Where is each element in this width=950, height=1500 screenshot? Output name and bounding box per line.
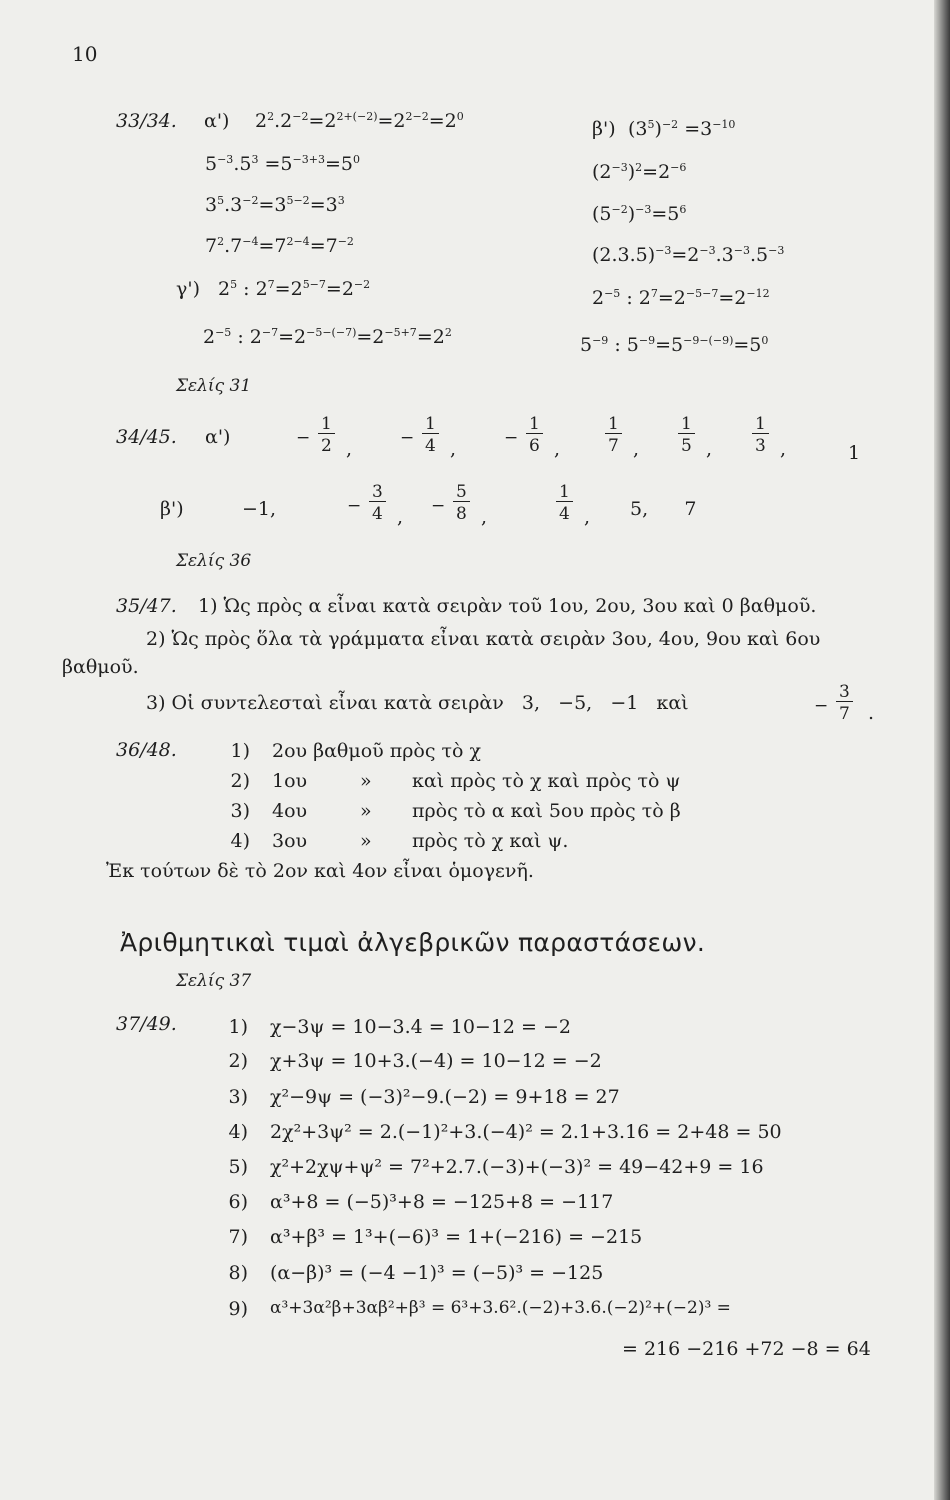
item-number: 9)	[228, 1298, 248, 1320]
equation-33b-4: $(2.3.5)^{-3}=2^{-3}.3^{-3}.5^{-3}$	[592, 244, 785, 266]
equation-33g-1: $2^5$ : $2^7=2^{5-7}=2^{-2}$	[218, 278, 371, 300]
equation-33b-5: $2^{-5}$ : $2^7=2^{-5-7}=2^{-12}$	[592, 287, 770, 309]
equation-33a-3: $3^5.3^{-2}=3^{5-2}=3^3$	[205, 194, 345, 216]
degree-note: καὶ πρὸς τὸ χ καὶ πρὸς τὸ ψ	[412, 770, 681, 792]
page-reference-36: Σελίς 36	[176, 551, 252, 571]
computation-line: α³+3α²β+3αβ²+β³ = 6³+3.6².(−2)+3.6.(−2)²+(−2)³ =	[270, 1298, 731, 1318]
problem-label-35: 35/47.	[116, 595, 177, 617]
item-number: 3)	[230, 800, 250, 822]
section-heading: Ἀριθμητικαὶ τιμαὶ ἀλγεβρικῶν παραστάσεων.	[120, 928, 706, 957]
item-number: 2)	[230, 770, 250, 792]
computation-line: (α−β)³ = (−4 −1)³ = (−5)³ = −125	[270, 1262, 604, 1284]
statement-3: 3) Οἱ συντελεσταὶ εἶναι κατὰ σειρὰν 3, −5, −1 καὶ	[146, 692, 689, 714]
computation-line: α³+8 = (−5)³+8 = −125+8 = −117	[270, 1191, 614, 1213]
fraction: − 1 4	[422, 416, 439, 455]
values-five-seven: 5, 7	[630, 498, 697, 520]
part-b-label: β')	[592, 118, 616, 140]
page-reference-37: Σελίς 37	[176, 971, 252, 991]
equation-33a-4: $7^2.7^{-4}=7^{2-4}=7^{-2}$	[205, 235, 354, 257]
fraction: $\frac{1}{4}$	[556, 484, 573, 523]
page-number: 10	[72, 42, 98, 66]
item-number: 3)	[228, 1086, 248, 1108]
part-a-label: α')	[204, 110, 230, 132]
problem-label-34: 34/45.	[116, 426, 177, 448]
item-number: 8)	[228, 1262, 248, 1284]
equation-33b-3: $(5^{-2})^{-3}=5^6$	[592, 203, 687, 225]
statement-2-continued: βαθμοῦ.	[62, 656, 139, 678]
degree-text: 1ου	[272, 770, 308, 792]
computation-line: 2χ²+3ψ² = 2.(−1)²+3.(−4)² = 2.1+3.16 = 2+48 = 50	[270, 1121, 782, 1143]
problem-label-33: 33/34.	[116, 110, 177, 132]
fraction: − 1 6	[526, 416, 543, 455]
computation-line: χ²+2χψ+ψ² = 7²+2.7.(−3)+(−3)² = 49−42+9 = 16	[270, 1156, 764, 1178]
equation-33a-2: $5^{-3}.5^3 =5^{-3+3}=5^0$	[205, 153, 360, 175]
item-number: 7)	[228, 1226, 248, 1248]
ditto-mark: »	[360, 770, 372, 792]
equation-33a-1: $2^2.2^{-2}=2^{2+(-2)}=2^{2-2}=2^0$	[255, 110, 464, 132]
item-number: 4)	[228, 1121, 248, 1143]
equation-33b-1: $(3^5)^{-2} =3^{-10}$	[628, 118, 736, 140]
problem-label-36: 36/48.	[116, 739, 177, 761]
book-page: 10 33/34. α') $2^2.2^{-2}=2^{2+(-2)}=2^{2-2}=2^0$ $5^{-3}.5^3 =5^{-3+3}=5^0$ $3^5.3^{-2}=3^{5-2}=3^3$ $7^2.7^{-4}=7^{2-4}=7^{-2}$ γ') $2^5$ : $2^7=2^{5-7}=2^{-2}$ $2^{-5}$ : $2^{-7}=2^{-5-(-7)}=2^{-5+7}=2^2$ β') $(3^5)^{-2} =3^{-10}$ $(2^{-3})^2=2^{-6}$ $(5^{-2})^{-3}=5^6$ $(2.3.5)^{-3}=2^{-3}.3^{-3}.5^{-3}$ $2^{-5}$ : $2^7=2^{-5-7}=2^{-12}$ $5^{-9}$ : $5^{-9}=5^{-9-(-9)}=5^0$ Σελίς 31 34/45. α') − 1 2 , − 1 4 , − 1 6 , $\frac{1}{7}$ , $\frac{1}{5}$ , $\frac{1}{3}$ , 1 β') −1, − 3 4 , − 5 8 , $\frac{1}{4}$ , 5, 7 Σελίς 36 35/47. 1) Ὡς πρὸς α εἶναι κατὰ σειρὰν τοῦ 1ου, 2ου, 3ου καὶ 0 βαθμοῦ. 2) Ὡς πρὸς ὅλα τὰ γράμματα εἶναι κατὰ σειρὰν 3ου, 4ου, 9ου καὶ 6ου βαθμοῦ. 3) Οἱ συντελεσταὶ εἶναι κατὰ σειρὰν 3, −5, −1 καὶ − 3 7 . 36/48. 1) 2ου βαθμοῦ πρὸς τὸ χ 2) 1ου » καὶ πρὸς τὸ χ καὶ πρὸς τὸ ψ 3) 4ου » πρὸς τὸ α καὶ 5ου πρὸς τὸ β 4) 3ου » πρὸς τὸ χ καὶ ψ. Ἐκ τούτων δὲ τὸ 2ον καὶ 4ον εἶναι ὁμογενῆ. Ἀριθμητικαὶ τιμαὶ ἀλγεβρικῶν παραστάσεων. Σελίς 37 37/49. 1) χ−3ψ = 10−3.4 = 10−12 = −2 2) χ+3ψ = 10+3.(−4) = 10−12 = −2 3) χ²−9ψ = (−3)²−9.(−2) = 9+18 = 27 4) 2χ²+3ψ² = 2.(−1)²+3.(−4)² = 2.1+3.16 = 2+48 = 50 5) χ²+2χψ+ψ² = 7²+2.7.(−3)+(−3)² = 49−42+9 = 16 6) α³+8 = (−5)³+8 = −125+8 = −117 7) α³+β³ = 1³+(−6)³ = 1+(−216) = −215 8) (α−β)³ = (−4 −1)³ = (−5)³ = −125 9) α³+3α²β+3αβ²+β³ = 6³+3.6².(−2)+3.6.(−2)²+(−2)³ = = 216 −216 +72 −8 = 64	[0, 0, 950, 1500]
item-number: 1)	[230, 740, 250, 762]
equation-33b-2: $(2^{-3})^2=2^{-6}$	[592, 161, 687, 183]
part-g-label: γ')	[176, 278, 200, 300]
item-number: 5)	[228, 1156, 248, 1178]
statement-2: 2) Ὡς πρὸς ὅλα τὰ γράμματα εἶναι κατὰ σειρὰν 3ου, 4ου, 9ου καὶ 6ου	[146, 628, 821, 650]
equation-33g-2: $2^{-5}$ : $2^{-7}=2^{-5-(-7)}=2^{-5+7}=2^2$	[203, 326, 452, 348]
item-number: 2)	[228, 1050, 248, 1072]
item-number: 1)	[228, 1016, 248, 1038]
degree-note: πρὸς τὸ α καὶ 5ου πρὸς τὸ β	[412, 800, 681, 822]
item-number: 4)	[230, 830, 250, 852]
conclusion-text: Ἐκ τούτων δὲ τὸ 2ον καὶ 4ον εἶναι ὁμογενῆ.	[106, 860, 534, 882]
fraction: − 3 4	[369, 484, 386, 523]
fraction: − 5 8	[453, 484, 470, 523]
computation-line: χ²−9ψ = (−3)²−9.(−2) = 9+18 = 27	[270, 1086, 620, 1108]
degree-text: 2ου βαθμοῦ πρὸς τὸ χ	[272, 740, 482, 762]
fraction: $\frac{1}{3}$	[752, 416, 769, 455]
part-a-label: α')	[205, 426, 231, 448]
fraction: − 1 2	[318, 416, 335, 455]
computation-continuation: = 216 −216 +72 −8 = 64	[622, 1338, 871, 1360]
ditto-mark: »	[360, 800, 372, 822]
equation-33b-6: $5^{-9}$ : $5^{-9}=5^{-9-(-9)}=5^0$	[580, 334, 769, 356]
computation-line: α³+β³ = 1³+(−6)³ = 1+(−216) = −215	[270, 1226, 643, 1248]
page-reference-31: Σελίς 31	[176, 376, 252, 396]
statement-1: 1) Ὡς πρὸς α εἶναι κατὰ σειρὰν τοῦ 1ου, 2ου, 3ου καὶ 0 βαθμοῦ.	[198, 595, 817, 617]
problem-label-37: 37/49.	[116, 1013, 177, 1035]
ditto-mark: »	[360, 830, 372, 852]
computation-line: χ−3ψ = 10−3.4 = 10−12 = −2	[270, 1016, 572, 1038]
fraction: $\frac{1}{7}$	[605, 416, 622, 455]
value-minus-one: −1,	[242, 498, 277, 520]
part-b-label: β')	[160, 498, 184, 520]
page-edge-shadow	[934, 0, 950, 1500]
value-one: 1	[848, 442, 861, 464]
degree-text: 3ου	[272, 830, 308, 852]
fraction: $\frac{1}{5}$	[678, 416, 695, 455]
fraction: − 3 7	[836, 684, 853, 723]
degree-note: πρὸς τὸ χ καὶ ψ.	[412, 830, 569, 852]
degree-text: 4ου	[272, 800, 308, 822]
item-number: 6)	[228, 1191, 248, 1213]
computation-line: χ+3ψ = 10+3.(−4) = 10−12 = −2	[270, 1050, 602, 1072]
